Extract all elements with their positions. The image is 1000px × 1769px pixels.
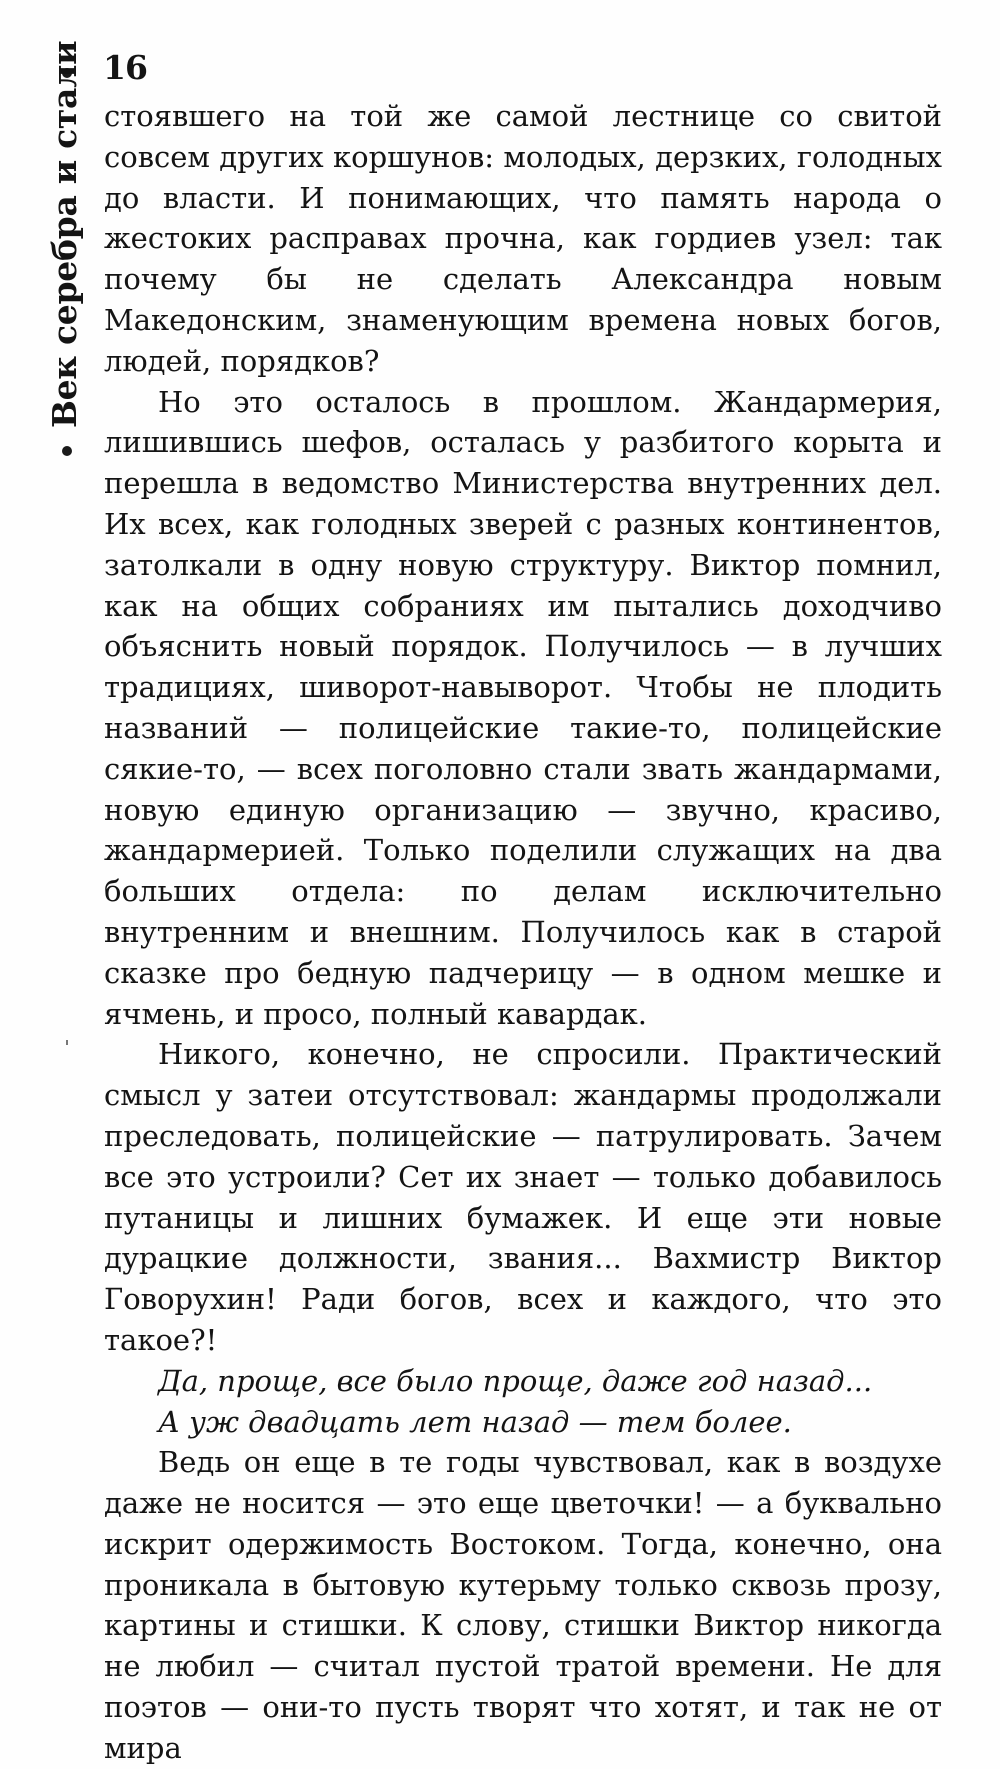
scan-speck [66, 1040, 68, 1045]
paragraph: Никого, конечно, не спросили. Практический смысл у затеи отсутствовал: жандармы продолжали преследовать, полицейские — патрулировать. Зачем все это устроили? Сет их знает — только добавилось путаницы и лишних бумажек. И еще эти новые дурацкие должности, звания... Вахмистр Виктор Говорухин! Ради богов, всех и каждого, что это такое?! [104, 1037, 942, 1357]
paragraph: стоявшего на той же самой лестнице со свитой совсем других коршунов: молодых, дерзких, голодных до власти. И понимающих, что память народа о жестоких расправах прочна, как гордиев узел: так почему бы не сделать Александра новым Македонским, знаменующим времена новых богов, людей, порядков? [104, 99, 942, 378]
body-text [104, 96, 942, 1769]
italic-paragraph: Да, проще, все было проще, даже год назад... [158, 1363, 873, 1398]
running-title-bullet [62, 446, 72, 456]
running-title: Век серебра и стали [45, 40, 84, 428]
page-number: 16 [103, 48, 147, 87]
paragraph: Ведь он еще в те годы чувствовал, как в воздухе даже не носится — это еще цветочки! — а буквально искрит одержимость Востоком. Тогда, конечно, она проникала в бытовую кутерьму только сквозь прозу, картины и стишки. К слову, стишки Виктор никогда не любил — считал пустой тратой времени. Не для поэтов — они-то пусть творят что хотят, и так не от мира [104, 1445, 942, 1765]
paragraph: Но это осталось в прошлом. Жандармерия, лишившись шефов, осталась у разбитого корыта и перешла в ведомство Министерства внутренних дел. Их всех, как голодных зверей с разных континентов, затолкали в одну новую структуру. Виктор помнил, как на общих собраниях им пытались доходчиво объяснить новый порядок. Получилось — в лучших традициях, шиворот-навыворот. Чтобы не плодить названий — полицейские такие-то, полицейские сякие-то, — всех поголовно стали звать жандармами, новую единую организацию — звучно, красиво, жандармерией. Только поделили служащих на два больших отдела: по делам исключительно внутренним и внешним. Получилось как в старой сказке про бедную падчерицу — в одном мешке и ячмень, и просо, полный кавардак. [104, 384, 942, 1031]
italic-paragraph: А уж двадцать лет назад — тем более. [158, 1404, 792, 1439]
